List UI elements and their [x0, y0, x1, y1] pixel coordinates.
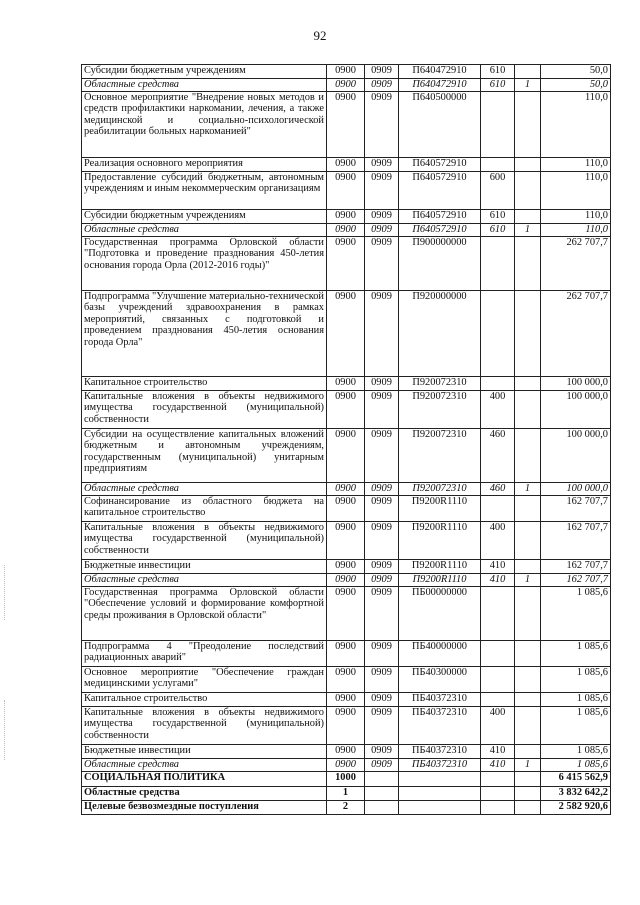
expense-type-cell	[481, 667, 515, 693]
row-name-cell: Областные средства	[82, 759, 327, 772]
grbs-code-cell: 0900	[327, 693, 365, 707]
row-name-cell: Основное мероприятие "Внедрение новых методов и средств профилактики наркомании, лечения, а также медицинской и социально-психологической реабилитации больных наркоманией"	[82, 92, 327, 158]
section-code-cell: 0909	[365, 237, 399, 291]
table-row	[82, 224, 611, 237]
grbs-code-cell: 0900	[327, 429, 365, 483]
target-article-cell: П640572910	[399, 172, 481, 210]
table-row	[82, 560, 611, 574]
table-row	[82, 79, 611, 92]
funding-source-cell	[515, 801, 541, 815]
section-code-cell: 0909	[365, 745, 399, 759]
funding-source-cell	[515, 158, 541, 172]
table-row	[82, 483, 611, 496]
table-row	[82, 391, 611, 429]
grbs-code-cell: 0900	[327, 667, 365, 693]
row-name-cell: Субсидии бюджетным учреждениям	[82, 210, 327, 224]
amount-cell: 2 582 920,6	[541, 801, 611, 815]
grbs-code-cell: 0900	[327, 641, 365, 667]
expense-type-cell	[481, 772, 515, 787]
row-name-cell: Капитальное строительство	[82, 377, 327, 391]
funding-source-cell	[515, 429, 541, 483]
funding-source-cell	[515, 587, 541, 641]
amount-cell: 1 085,6	[541, 759, 611, 772]
table-row	[82, 574, 611, 587]
expense-type-cell: 400	[481, 391, 515, 429]
grbs-code-cell: 0900	[327, 224, 365, 237]
section-code-cell: 0909	[365, 210, 399, 224]
section-code-cell: 0909	[365, 560, 399, 574]
grbs-code-cell: 0900	[327, 377, 365, 391]
expense-type-cell	[481, 801, 515, 815]
section-code-cell	[365, 772, 399, 787]
expense-type-cell	[481, 291, 515, 377]
grbs-code-cell: 0900	[327, 237, 365, 291]
table-row	[82, 522, 611, 560]
amount-cell: 110,0	[541, 92, 611, 158]
margin-dots-bottom	[4, 700, 8, 760]
expense-type-cell: 410	[481, 574, 515, 587]
amount-cell: 1 085,6	[541, 707, 611, 745]
target-article-cell: ПБ40372310	[399, 745, 481, 759]
target-article-cell: ПБ00000000	[399, 587, 481, 641]
funding-source-cell: 1	[515, 483, 541, 496]
section-code-cell: 0909	[365, 522, 399, 560]
table-row	[82, 158, 611, 172]
amount-cell: 100 000,0	[541, 429, 611, 483]
grbs-code-cell: 0900	[327, 158, 365, 172]
expense-type-cell: 410	[481, 560, 515, 574]
row-name-cell: Областные средства	[82, 483, 327, 496]
target-article-cell	[399, 772, 481, 787]
row-name-cell: Государственная программа Орловской области "Подготовка и проведение празднования 450-летия основания города Орла (2012-2016 годы)"	[82, 237, 327, 291]
amount-cell: 110,0	[541, 210, 611, 224]
row-name-cell: Целевые безвозмездные поступления	[82, 801, 327, 815]
row-name-cell: Областные средства	[82, 224, 327, 237]
section-code-cell: 0909	[365, 291, 399, 377]
grbs-code-cell: 1	[327, 787, 365, 801]
table-body	[82, 65, 611, 815]
expense-type-cell	[481, 158, 515, 172]
table-row	[82, 291, 611, 377]
table-row	[82, 787, 611, 801]
funding-source-cell	[515, 693, 541, 707]
funding-source-cell	[515, 92, 541, 158]
expense-type-cell: 610	[481, 79, 515, 92]
table-row	[82, 210, 611, 224]
funding-source-cell	[515, 391, 541, 429]
row-name-cell: Подпрограмма "Улучшение материально-технической базы учреждений здравоохранения в рамках мероприятий, связанных с подготовкой и проведением празднования 450-летия основания города Орла"	[82, 291, 327, 377]
target-article-cell: ПБ40372310	[399, 759, 481, 772]
grbs-code-cell: 0900	[327, 391, 365, 429]
amount-cell: 162 707,7	[541, 560, 611, 574]
expense-type-cell	[481, 377, 515, 391]
funding-source-cell	[515, 291, 541, 377]
grbs-code-cell: 0900	[327, 291, 365, 377]
target-article-cell	[399, 787, 481, 801]
funding-source-cell	[515, 172, 541, 210]
row-name-cell: Субсидии на осуществление капитальных вложений бюджетным и автономным учреждениям, государственным (муниципальной) унитарным предприятиям	[82, 429, 327, 483]
section-code-cell: 0909	[365, 483, 399, 496]
grbs-code-cell: 0900	[327, 496, 365, 522]
section-code-cell: 0909	[365, 377, 399, 391]
target-article-cell: П9200R1110	[399, 574, 481, 587]
section-code-cell: 0909	[365, 667, 399, 693]
expense-type-cell	[481, 641, 515, 667]
amount-cell: 6 415 562,9	[541, 772, 611, 787]
target-article-cell: ПБ40000000	[399, 641, 481, 667]
amount-cell: 100 000,0	[541, 483, 611, 496]
section-code-cell: 0909	[365, 587, 399, 641]
expense-type-cell: 600	[481, 172, 515, 210]
section-code-cell: 0909	[365, 158, 399, 172]
amount-cell: 100 000,0	[541, 391, 611, 429]
target-article-cell: П920072310	[399, 429, 481, 483]
expense-type-cell	[481, 787, 515, 801]
row-name-cell: Капитальное строительство	[82, 693, 327, 707]
amount-cell: 50,0	[541, 65, 611, 79]
page-number: 92	[313, 28, 327, 43]
funding-source-cell	[515, 787, 541, 801]
expense-type-cell: 460	[481, 429, 515, 483]
amount-cell: 162 707,7	[541, 574, 611, 587]
section-code-cell: 0909	[365, 79, 399, 92]
section-code-cell: 0909	[365, 172, 399, 210]
expense-type-cell: 400	[481, 707, 515, 745]
amount-cell: 110,0	[541, 158, 611, 172]
expense-type-cell: 410	[481, 759, 515, 772]
table-row	[82, 237, 611, 291]
section-code-cell: 0909	[365, 391, 399, 429]
target-article-cell: П9200R1110	[399, 496, 481, 522]
target-article-cell: П640472910	[399, 65, 481, 79]
section-code-cell: 0909	[365, 707, 399, 745]
funding-source-cell	[515, 707, 541, 745]
grbs-code-cell: 0900	[327, 79, 365, 92]
expense-type-cell: 610	[481, 224, 515, 237]
funding-source-cell	[515, 772, 541, 787]
target-article-cell: П900000000	[399, 237, 481, 291]
row-name-cell: Бюджетные инвестиции	[82, 745, 327, 759]
target-article-cell: П920000000	[399, 291, 481, 377]
section-code-cell: 0909	[365, 641, 399, 667]
section-code-cell: 0909	[365, 574, 399, 587]
funding-source-cell	[515, 560, 541, 574]
funding-source-cell	[515, 522, 541, 560]
target-article-cell: П640572910	[399, 210, 481, 224]
target-article-cell: П920072310	[399, 483, 481, 496]
funding-source-cell	[515, 496, 541, 522]
table-row	[82, 693, 611, 707]
expense-type-cell	[481, 92, 515, 158]
expense-type-cell: 610	[481, 210, 515, 224]
table-row	[82, 667, 611, 693]
table-row	[82, 92, 611, 158]
amount-cell: 262 707,7	[541, 237, 611, 291]
table-row	[82, 377, 611, 391]
target-article-cell: ПБ40300000	[399, 667, 481, 693]
row-name-cell: Государственная программа Орловской области "Обеспечение условий и формирование комфортной среды проживания в Орловской области"	[82, 587, 327, 641]
row-name-cell: Основное мероприятие "Обеспечение граждан медицинскими услугами"	[82, 667, 327, 693]
expense-type-cell	[481, 496, 515, 522]
section-code-cell	[365, 801, 399, 815]
target-article-cell: П9200R1110	[399, 522, 481, 560]
table-row	[82, 172, 611, 210]
grbs-code-cell: 2	[327, 801, 365, 815]
target-article-cell: П640500000	[399, 92, 481, 158]
amount-cell: 162 707,7	[541, 496, 611, 522]
expense-type-cell	[481, 693, 515, 707]
section-code-cell: 0909	[365, 65, 399, 79]
grbs-code-cell: 0900	[327, 759, 365, 772]
grbs-code-cell: 0900	[327, 707, 365, 745]
expense-type-cell: 610	[481, 65, 515, 79]
amount-cell: 1 085,6	[541, 745, 611, 759]
margin-dots-top	[4, 565, 8, 620]
section-code-cell: 0909	[365, 693, 399, 707]
grbs-code-cell: 0900	[327, 65, 365, 79]
amount-cell: 50,0	[541, 79, 611, 92]
row-name-cell: Софинансирование из областного бюджета на капитальное строительство	[82, 496, 327, 522]
grbs-code-cell: 0900	[327, 745, 365, 759]
row-name-cell: Капитальные вложения в объекты недвижимого имущества государственной (муниципальной) собственности	[82, 707, 327, 745]
target-article-cell: П9200R1110	[399, 560, 481, 574]
expense-type-cell: 400	[481, 522, 515, 560]
table-row	[82, 759, 611, 772]
table-row	[82, 641, 611, 667]
funding-source-cell	[515, 667, 541, 693]
funding-source-cell	[515, 210, 541, 224]
amount-cell: 1 085,6	[541, 587, 611, 641]
grbs-code-cell: 1000	[327, 772, 365, 787]
funding-source-cell: 1	[515, 79, 541, 92]
table-row	[82, 65, 611, 79]
row-name-cell: Реализация основного мероприятия	[82, 158, 327, 172]
funding-source-cell: 1	[515, 224, 541, 237]
table-row	[82, 496, 611, 522]
section-code-cell: 0909	[365, 496, 399, 522]
funding-source-cell: 1	[515, 759, 541, 772]
section-code-cell: 0909	[365, 759, 399, 772]
row-name-cell: Капитальные вложения в объекты недвижимого имущества государственной (муниципальной) собственности	[82, 522, 327, 560]
amount-cell: 162 707,7	[541, 522, 611, 560]
target-article-cell: П920072310	[399, 377, 481, 391]
budget-table	[81, 64, 611, 815]
amount-cell: 110,0	[541, 224, 611, 237]
grbs-code-cell: 0900	[327, 587, 365, 641]
funding-source-cell	[515, 65, 541, 79]
target-article-cell: П640472910	[399, 79, 481, 92]
row-name-cell: Бюджетные инвестиции	[82, 560, 327, 574]
amount-cell: 110,0	[541, 172, 611, 210]
funding-source-cell	[515, 377, 541, 391]
row-name-cell: Субсидии бюджетным учреждениям	[82, 65, 327, 79]
amount-cell: 3 832 642,2	[541, 787, 611, 801]
expense-type-cell: 410	[481, 745, 515, 759]
row-name-cell: Предоставление субсидий бюджетным, автономным учреждениям и иным некоммерческим организациям	[82, 172, 327, 210]
amount-cell: 1 085,6	[541, 667, 611, 693]
amount-cell: 1 085,6	[541, 641, 611, 667]
grbs-code-cell: 0900	[327, 560, 365, 574]
table-row	[82, 745, 611, 759]
row-name-cell: СОЦИАЛЬНАЯ ПОЛИТИКА	[82, 772, 327, 787]
table-row	[82, 772, 611, 787]
funding-source-cell	[515, 641, 541, 667]
target-article-cell	[399, 801, 481, 815]
target-article-cell: П640572910	[399, 224, 481, 237]
row-name-cell: Областные средства	[82, 787, 327, 801]
section-code-cell: 0909	[365, 92, 399, 158]
table-row	[82, 429, 611, 483]
row-name-cell: Подпрограмма 4 "Преодоление последствий радиационных аварий"	[82, 641, 327, 667]
section-code-cell: 0909	[365, 224, 399, 237]
row-name-cell: Областные средства	[82, 79, 327, 92]
amount-cell: 262 707,7	[541, 291, 611, 377]
target-article-cell: ПБ40372310	[399, 693, 481, 707]
expense-type-cell	[481, 237, 515, 291]
row-name-cell: Областные средства	[82, 574, 327, 587]
expense-type-cell	[481, 587, 515, 641]
grbs-code-cell: 0900	[327, 483, 365, 496]
target-article-cell: П920072310	[399, 391, 481, 429]
amount-cell: 1 085,6	[541, 693, 611, 707]
grbs-code-cell: 0900	[327, 522, 365, 560]
target-article-cell: ПБ40372310	[399, 707, 481, 745]
funding-source-cell	[515, 745, 541, 759]
grbs-code-cell: 0900	[327, 210, 365, 224]
amount-cell: 100 000,0	[541, 377, 611, 391]
expense-type-cell: 460	[481, 483, 515, 496]
funding-source-cell: 1	[515, 574, 541, 587]
funding-source-cell	[515, 237, 541, 291]
table-row	[82, 587, 611, 641]
target-article-cell: П640572910	[399, 158, 481, 172]
grbs-code-cell: 0900	[327, 172, 365, 210]
section-code-cell: 0909	[365, 429, 399, 483]
row-name-cell: Капитальные вложения в объекты недвижимого имущества государственной (муниципальной) собственности	[82, 391, 327, 429]
section-code-cell	[365, 787, 399, 801]
table-row	[82, 707, 611, 745]
grbs-code-cell: 0900	[327, 574, 365, 587]
table-row	[82, 801, 611, 815]
grbs-code-cell: 0900	[327, 92, 365, 158]
